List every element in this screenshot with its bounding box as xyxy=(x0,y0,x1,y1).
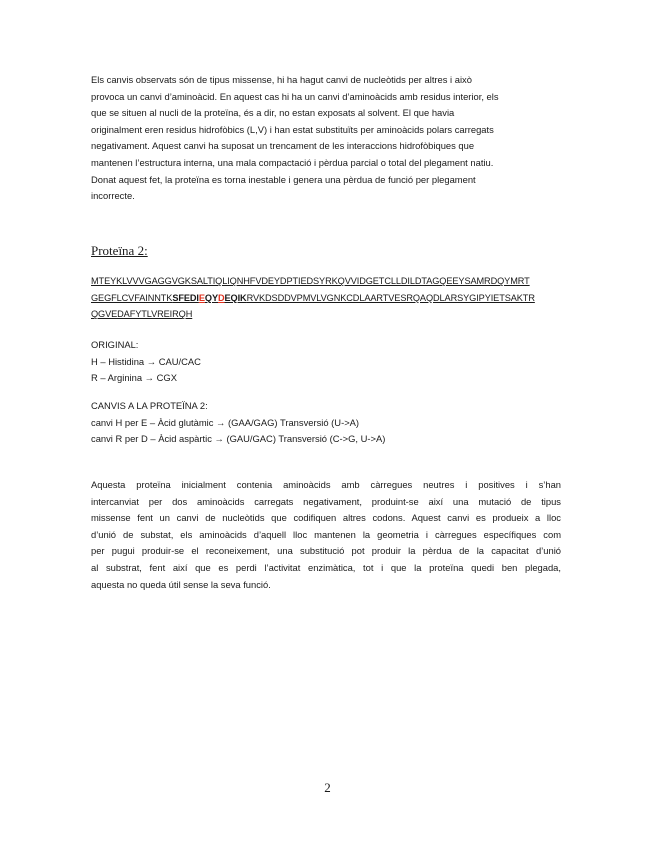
text-line: al substrat, fent així que es perdi l’activitat enzimàtica, tot i que la proteïna quedi ben plegada, xyxy=(91,561,561,573)
sequence-segment: MTEYKLVVVGAGGVGKSALTIQLIQNHFVDEYDPTIEDSYRKQVVIDGETCLLDILDTAGQEEYSAMRDQYMRT xyxy=(91,276,530,286)
original-block xyxy=(91,337,561,387)
original-line: R – Arginina → CGX xyxy=(91,372,177,384)
text-line: intercanviat per dos aminoàcids carregats negativament, produint-se així una mutació de tipus xyxy=(91,495,561,507)
sequence-line-3 xyxy=(91,306,561,323)
mutated-residue: E xyxy=(198,292,205,303)
protein-sequence xyxy=(91,273,561,323)
intro-paragraph xyxy=(91,72,561,205)
text-line: Aquesta proteïna inicialment contenia aminoàcids amb càrregues neutres i positives i s’han xyxy=(91,479,561,490)
text-line: Els canvis observats són de tipus missense, hi ha hagut canvi de nucleòtids per altres i això xyxy=(91,74,472,85)
sequence-segment: RVKDSDDVPMVLVGNKCDLAARTVESRQAQDLARSYGIPYIETSAKTR xyxy=(246,292,535,303)
changes-section xyxy=(91,398,561,448)
sequence-segment: SFEDI xyxy=(172,292,199,303)
original-line: H – Histidina → CAU/CAC xyxy=(91,355,201,367)
section-heading: Proteïna 2: xyxy=(91,243,148,258)
text-line: missense fent un canvi de nucleòtids que codifiquen altres codons. Aquest canvi es produeix a lloc xyxy=(91,512,561,524)
changes-title: CANVIS A LA PROTEÏNA 2: xyxy=(91,400,208,411)
text-line: incorrecte. xyxy=(91,190,135,202)
text-line: originalment eren residus hidrofòbics (L,V) i han estat substituïts per aminoàcids polars carregats xyxy=(91,123,494,135)
sequence-line-1 xyxy=(91,273,561,290)
sequence-line-2 xyxy=(91,290,561,307)
paragraph-1 xyxy=(91,72,561,205)
text-line: Donat aquest fet, la proteïna es torna inestable i genera una pèrdua de funció per plegament xyxy=(91,173,476,185)
text-line: aquesta no queda útil sense la seva funció. xyxy=(91,578,271,590)
text-line: provoca un canvi d’aminoàcid. En aquest cas hi ha un canvi d’aminoàcids amb residus interior, els xyxy=(91,90,499,102)
conclusion-paragraph xyxy=(91,477,561,593)
mutated-residue: D xyxy=(217,292,225,303)
page-number: 2 xyxy=(324,780,331,795)
sequence-segment: EQIK xyxy=(224,292,247,303)
changes-block xyxy=(91,398,561,448)
paragraph-2 xyxy=(91,477,561,593)
original-section xyxy=(91,337,561,387)
sequence-segment: QY xyxy=(204,292,218,303)
text-line: d’unió de substat, els aminoàcids d’aquell lloc mantenen la geometria i càrregues específiques com xyxy=(91,528,561,540)
sequence-segment: QGVEDAFYTLVREIRQH xyxy=(91,309,193,320)
text-line: per pugui produir-se el reconeixement, una substitució pot produir la pèrdua de la capacitat d’unió xyxy=(91,545,561,557)
text-line: mantenen l’estructura interna, una mala compactació i pèrdua parcial o total del plegament natiu. xyxy=(91,156,494,168)
change-line: canvi R per D – Àcid aspàrtic → (GAU/GAC) Transversió (C->G, U->A) xyxy=(91,433,386,445)
sequence-segment: GEGFLCVFAINNTK xyxy=(91,292,173,303)
text-line: que se situen al nucli de la proteïna, és a dir, no estan exposats al solvent. El que havia xyxy=(91,107,455,119)
original-title: ORIGINAL: xyxy=(91,339,139,350)
change-line: canvi H per E – Àcid glutàmic → (GAA/GAG) Transversió (U->A) xyxy=(91,416,360,428)
text-line: negativament. Aquest canvi ha suposat un trencament de les interaccions hidrofòbiques que xyxy=(91,140,475,152)
